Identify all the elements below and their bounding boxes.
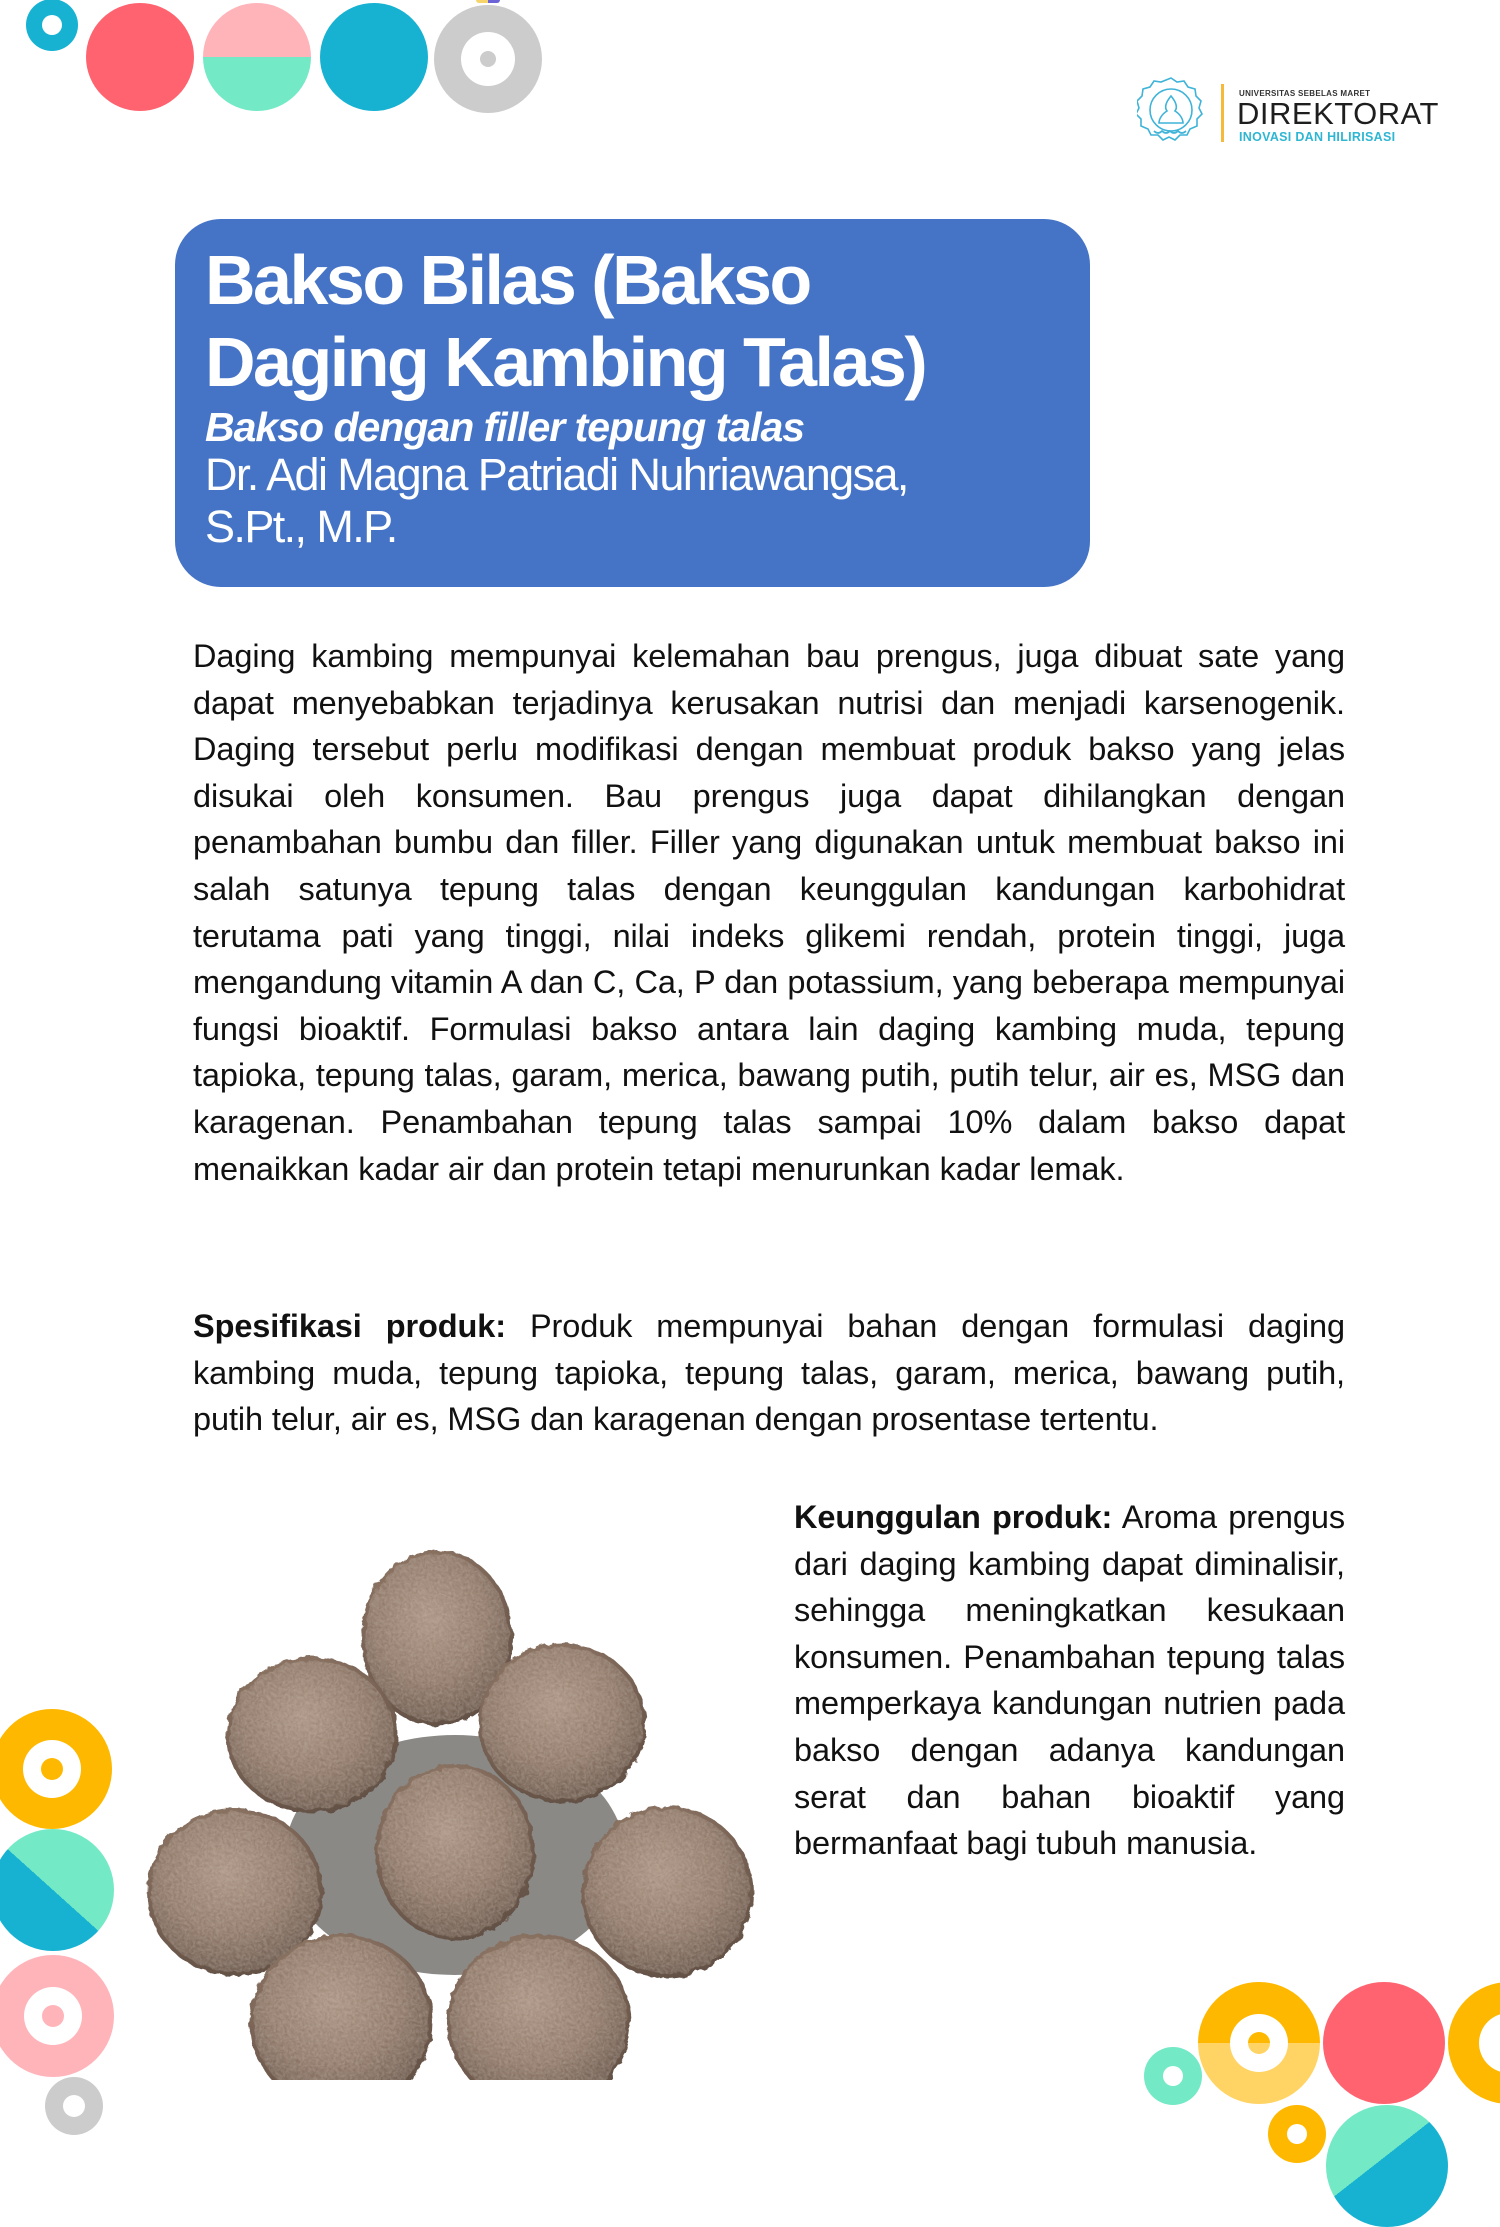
logo-university-name: UNIVERSITAS SEBELAS MARET: [1239, 89, 1371, 98]
decor-circle-blue-mint: [1326, 2105, 1448, 2227]
decor-circle-blue: [320, 3, 428, 111]
logo-divider: [1221, 84, 1224, 142]
decor-ring-mint-hole: [1163, 2066, 1183, 2086]
meatball-texture: [230, 1661, 394, 1809]
decor-circle-red: [1323, 1982, 1445, 2104]
decor-ring-gray-small-hole: [63, 2095, 85, 2117]
product-subtitle: Bakso dengan filler tepung talas: [205, 404, 805, 450]
meatball-texture: [379, 1768, 531, 1936]
decor-ring-yellow-twotone-dot: [1248, 2032, 1270, 2054]
advantages-label: Keunggulan produk:: [794, 1499, 1113, 1535]
meatball-texture: [585, 1810, 749, 1974]
product-specification: [193, 1303, 1345, 1443]
logo-directorate: DIREKTORAT: [1237, 96, 1439, 131]
author-line: Dr. Adi Magna Patriadi Nuhriawangsa,: [205, 449, 908, 500]
decor-circle-pink-mint: [203, 3, 311, 111]
decor-ring-gray-dot: [480, 51, 496, 67]
directorate-logo: [1133, 72, 1453, 152]
product-title: [205, 239, 1060, 403]
advantages-text: Aroma prengus dari daging kambing dapat diminalisir, sehingga meningkatkan kesukaan konsumen. Penambahan tepung talas memperkaya kandungan nutrien pada bakso dengan adanya kandungan serat dan bahan bioaktif yang bermanfaat bagi tubuh manusia.: [794, 1499, 1345, 1862]
decor-ring-yellow-dot: [41, 1758, 63, 1780]
decor-ring-blue-small-hole: [42, 15, 62, 35]
decor-sliver: [476, 0, 500, 3]
logo-unit: INOVASI DAN HILIRISASI: [1239, 130, 1396, 144]
product-description: Daging kambing mempunyai kelemahan bau prengus, juga dibuat sate yang dapat menyebabkan terjadinya kerusakan nutrisi dan menjadi karsenogenik. Daging tersebut perlu modifikasi dengan membuat produk bakso yang jelas disukai oleh konsumen. Bau prengus juga dapat dihilangkan dengan penambahan bumbu dan filler. Filler yang digunakan untuk membuat bakso ini salah satunya tepung talas dengan keunggulan kandungan karbohidrat terutama pati yang tinggi, nilai indeks glikemi rendah, protein tinggi, juga mengandung vitamin A dan C, Ca, P dan potassium, yang beberapa mempunyai fungsi bioaktif. Formulasi bakso antara lain daging kambing muda, tepung tapioka, tepung talas, garam, merica, bawang putih, putih telur, air es, MSG dan karagenan. Penambahan tepung talas sampai 10% dalam bakso dapat menaikkan kadar air dan protein tetapi menurunkan kadar lemak.: [193, 638, 1345, 1187]
product-advantages: [794, 1494, 1345, 1867]
title-box: [175, 219, 1090, 587]
specification-label: Spesifikasi produk:: [193, 1308, 506, 1344]
product-title-line: Bakso Bilas (Bakso: [205, 241, 810, 319]
decor-ring-pink-dot: [42, 2005, 64, 2027]
specification-text: Produk mempunyai bahan dengan formulasi daging kambing muda, tepung tapioka, tepung talas, garam, merica, bawang putih, putih telur, air es, MSG dan karagenan dengan prosentase tertentu.: [193, 1308, 1345, 1438]
meatball-texture: [482, 1647, 642, 1799]
decor-ring-yellow-small-hole: [1287, 2124, 1307, 2144]
decor-circle-blue-mint: [0, 1829, 114, 1951]
university-emblem-icon: [1137, 76, 1205, 144]
product-title-line: Daging Kambing Talas): [205, 323, 926, 401]
decor-circle-red: [86, 3, 194, 111]
product-photo: [125, 1520, 775, 2080]
author: [205, 449, 1060, 553]
author-line: S.Pt., M.P.: [205, 501, 397, 552]
